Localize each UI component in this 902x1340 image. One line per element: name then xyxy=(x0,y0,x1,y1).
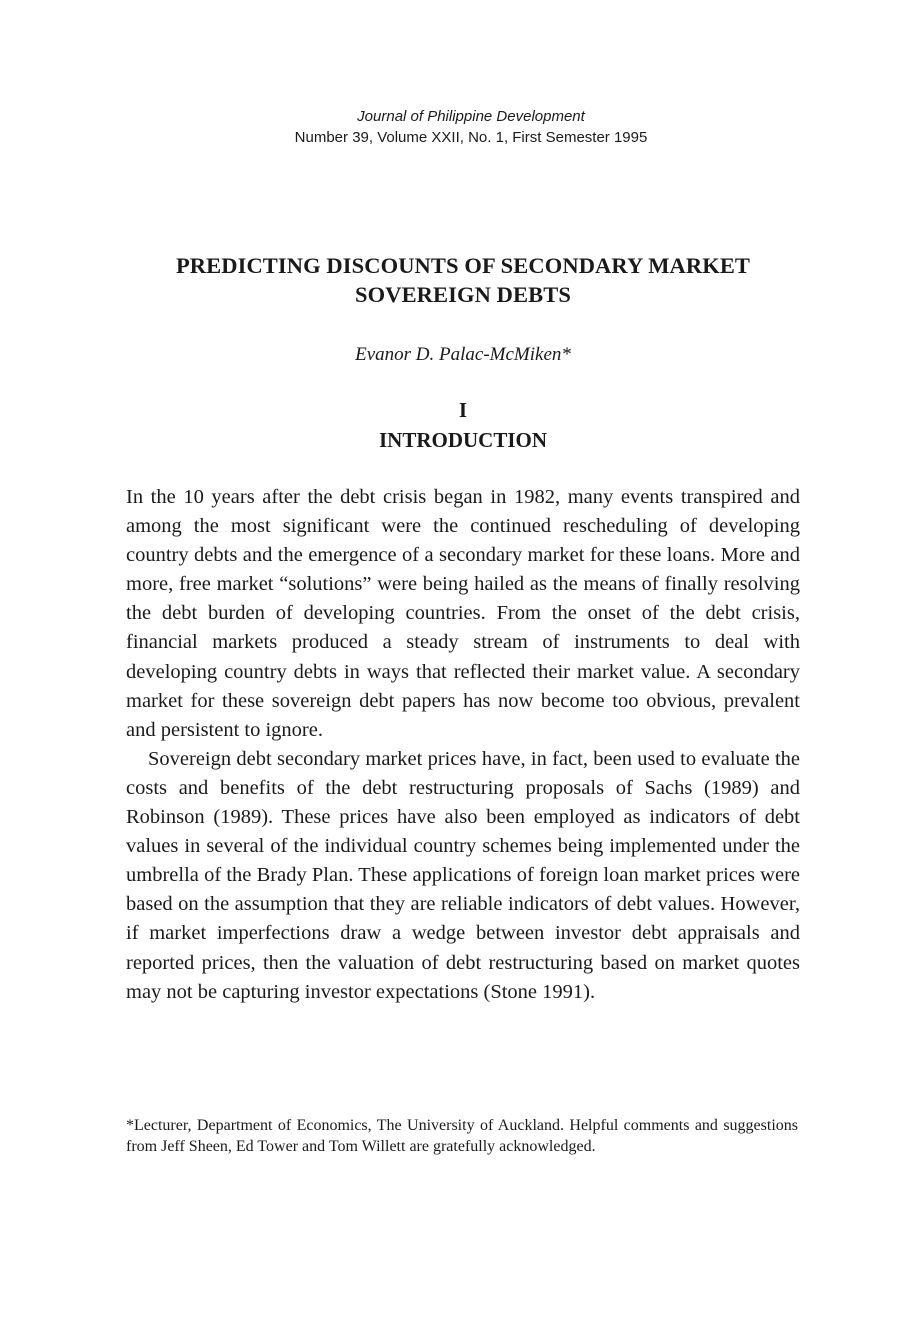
article-title-line-1: PREDICTING DISCOUNTS OF SECONDARY MARKET xyxy=(175,253,751,278)
paragraph: Sovereign debt secondary market prices have, in fact, been used to evaluate the costs and benefits of the debt restructuring proposals of Sachs (1989) and Robinson (1989). These prices have also been employed as indicators of debt values in several of the individual country schemes being implemented under the umbrella of the Brady Plan. These applications of foreign loan market prices were based on the assumption that they are reliable indicators of debt values. However, if market imperfections draw a wedge between investor debt appraisals and reported prices, then the valuation of debt restructuring based on market quotes may not be capturing investor expectations (Stone 1991). xyxy=(126,747,800,1003)
article-title xyxy=(0,251,902,309)
journal-name: Journal of Philippine Development xyxy=(357,108,585,125)
body-text xyxy=(126,483,800,1007)
section-number: I xyxy=(458,398,468,422)
section-title: INTRODUCTION xyxy=(378,428,548,452)
journal-issue: Number 39, Volume XXII, No. 1, First Semester 1995 xyxy=(294,129,648,146)
article-title-line-2: SOVEREIGN DEBTS xyxy=(355,282,571,307)
footnote: *Lecturer, Department of Economics, The University of Auckland. Helpful comments and suggestions from Jeff Sheen, Ed Tower and Tom Willett are gratefully acknowledged. xyxy=(126,1117,798,1155)
paragraph: In the 10 years after the debt crisis began in 1982, many events transpired and among the most significant were the continued rescheduling of developing country debts and the emergence of a secondary market for these loans. More and more, free market “solutions” were being hailed as the means of finally resolving the debt burden of developing countries. From the onset of the debt crisis, financial markets produced a steady stream of instruments to deal with developing country debts in ways that reflected their market value. A secondary market for these sovereign debt papers has now become too obvious, prevalent and persistent to ignore. xyxy=(126,486,800,741)
article-author: Evanor D. Palac-McMiken* xyxy=(355,344,571,365)
journal-header xyxy=(0,106,902,148)
